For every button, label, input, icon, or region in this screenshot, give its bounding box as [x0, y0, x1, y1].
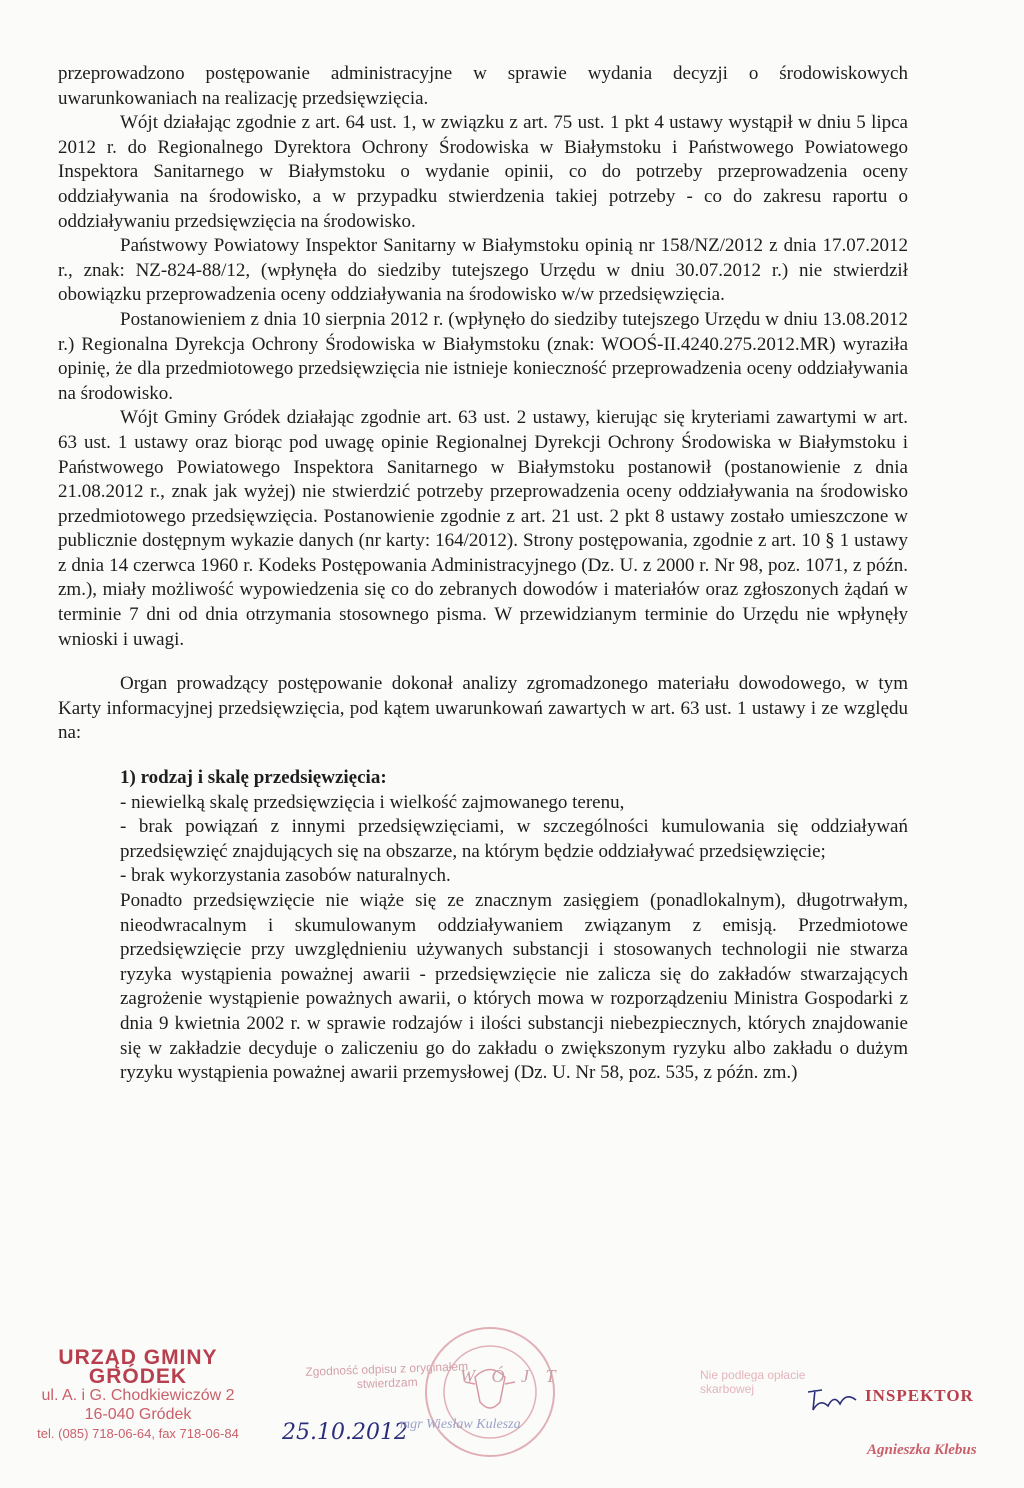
paragraph-1: przeprowadzono postępowanie administracyjne w sprawie wydania decyzji o środowiskowych uwarunkowaniach na realizację przedsięwzięcia.	[58, 63, 908, 109]
fee-stamp: Nie podlega opłacie skarbowej	[700, 1368, 806, 1396]
office-stamp-phone: tel. (085) 718-06-64, fax 718-06-84	[37, 1426, 239, 1441]
paragraph-5: Wójt Gminy Gródek działając zgodnie art. 63 ust. 2 ustawy, kierując się kryteriami zawartymi w art. 63 ust. 1 ustawy oraz biorąc pod uwagę opinie Regionalnej Dyrekcji Ochrony Środowiska w Białymstoku i Państwowego Powiatowego Inspektora Sanitarnego w Białymstoku postanowił (postanowienie z dnia 21.08.2012 r., znak jak wyżej) nie stwierdzić potrzeby przeprowadzenia oceny oddziaływania na środowisko przedmiotowego przedsięwzięcia. Postanowienie zgodnie z art. 21 ust. 2 pkt 8 ustawy zostało umieszczone w publicznie dostępnym wykazie danych (nr karty: 164/2012). Strony postępowania, zgodnie z art. 10 § 1 ustawy z dnia 14 czerwca 1960 r. Kodeks Postępowania Administracyjnego (Dz. U. z 2000 r. Nr 98, poz. 1071, z późn. zm.), miały możliwość wypowiedzenia się co do zebranych dowodów i materiałów oraz zgłoszonych żądań w terminie 7 dni od dnia otrzymania stosownego pisma. W przewidzianym terminie do Urzędu nie wpłynęły wnioski i uwagi.	[58, 407, 908, 650]
list-item: - brak powiązań z innymi przedsięwzięciami, w szczególności kumulowania się oddziaływań przedsięwzięć znajdujących się na obszarze, na którym będzie oddziaływać przedsięwzięcie;	[120, 816, 908, 862]
spacer	[58, 652, 908, 672]
paragraph-4: Postanowieniem z dnia 10 sierpnia 2012 r. (wpłynęło do siedziby tutejszego Urzędu w dniu 13.08.2012 r.) Regionalna Dyrekcja Ochrony Środowiska w Białymstoku (znak: WOOŚ-II.4240.275.2012.MR) wyraziła opinię, że dla przedmiotowego przedsięwzięcia nie istnieje konieczność przeprowadzenia oceny oddziaływania na środowisko.	[58, 308, 908, 404]
office-stamp	[8, 1348, 268, 1443]
section-heading: 1) rodzaj i skalę przedsięwzięcia:	[120, 767, 387, 789]
analysis-paragraph: Organ prowadzący postępowanie dokonał analizy zgromadzonego materiału dowodowego, w tym Karty informacyjnej przedsięwzięcia, pod kątem uwarunkowań zawartych w art. 63 ust. 1 ustawy i ze względu na:	[58, 673, 908, 744]
paragraph-3: Państwowy Powiatowy Inspektor Sanitarny w Białymstoku opinią nr 158/NZ/2012 z dnia 17.07.2012 r., znak: NZ-824-88/12, (wpłynęła do siedziby tutejszego Urzędu w dniu 30.07.2012 r.) nie stwierdził obowiązku przeprowadzenia oceny oddziaływania na środowisko w/w przedsięwzięcia.	[58, 235, 908, 306]
paragraph-2: Wójt działając zgodnie z art. 64 ust. 1, w związku z art. 75 ust. 1 pkt 4 ustawy wystąpił w dniu 5 lipca 2012 r. do Regionalnego Dyrektora Ochrony Środowiska w Białymstoku i Państwowego Powiatowego Inspektora Sanitarnego w Białymstoku o wydanie opinii, co do potrzeby przeprowadzenia oceny oddziaływania na środowisko, a w przypadku stwierdzenia takiej potrzeby - co do zakresu raportu o oddziaływaniu przedsięwzięcia na środowisko.	[58, 112, 908, 232]
inspector-title: INSPEKTOR	[865, 1386, 974, 1405]
office-stamp-postal: 16-040 Gródek	[84, 1406, 192, 1423]
list-item: - niewielką skalę przedsięwzięcia i wielkość zajmowanego terenu,	[120, 791, 625, 813]
spacer	[58, 746, 908, 766]
final-paragraph: Ponadto przedsięwzięcie nie wiąże się ze znacznym zasięgiem (ponadlokalnym), długotrwałym, nieodwracalnym i skumulowanym oddziaływaniem związanym z emisją. Przedmiotowe przedsięwzięcie przy uwzględnieniu używanych substancji i stosowanych technologii nie stwarza ryzyka wystąpienia poważnej awarii - przedsięwzięcie nie zalicza się do zakładów stwarzających zagrożenie wystąpienie poważnych awarii, o których mowa w rozporządzeniu Ministra Gospodarki z dnia 9 kwietnia 2002 r. w sprawie rodzajów i ilości substancji niebezpiecznych, których znajdowanie się w zakładzie decyduje o zaliczeniu go do zakładu o zwiększonym ryzyku albo zakładu o dużym ryzyku wystąpienia poważnej awarii przemysłowej (Dz. U. Nr 58, poz. 535, z późn. zm.)	[120, 890, 908, 1084]
wojt-signature-block	[370, 1366, 562, 1433]
list-item: - brak wykorzystania zasobów naturalnych.	[120, 865, 451, 887]
office-stamp-address: ul. A. i G. Chodkiewiczów 2	[41, 1387, 235, 1404]
certified-copy-stamp: Zgodność odpisu z oryginałem stwierdzam	[305, 1359, 469, 1392]
wojt-name: mgr Wiesław Kulesza	[400, 1417, 521, 1432]
handwritten-date: 25.10.2012	[282, 1420, 408, 1445]
document-body	[58, 62, 908, 1086]
inspector-name: Agnieszka Klebus	[867, 1442, 977, 1458]
office-stamp-title: URZĄD GMINY GRÓDEK	[58, 1346, 218, 1388]
wojt-label: W Ó J T	[460, 1366, 562, 1386]
